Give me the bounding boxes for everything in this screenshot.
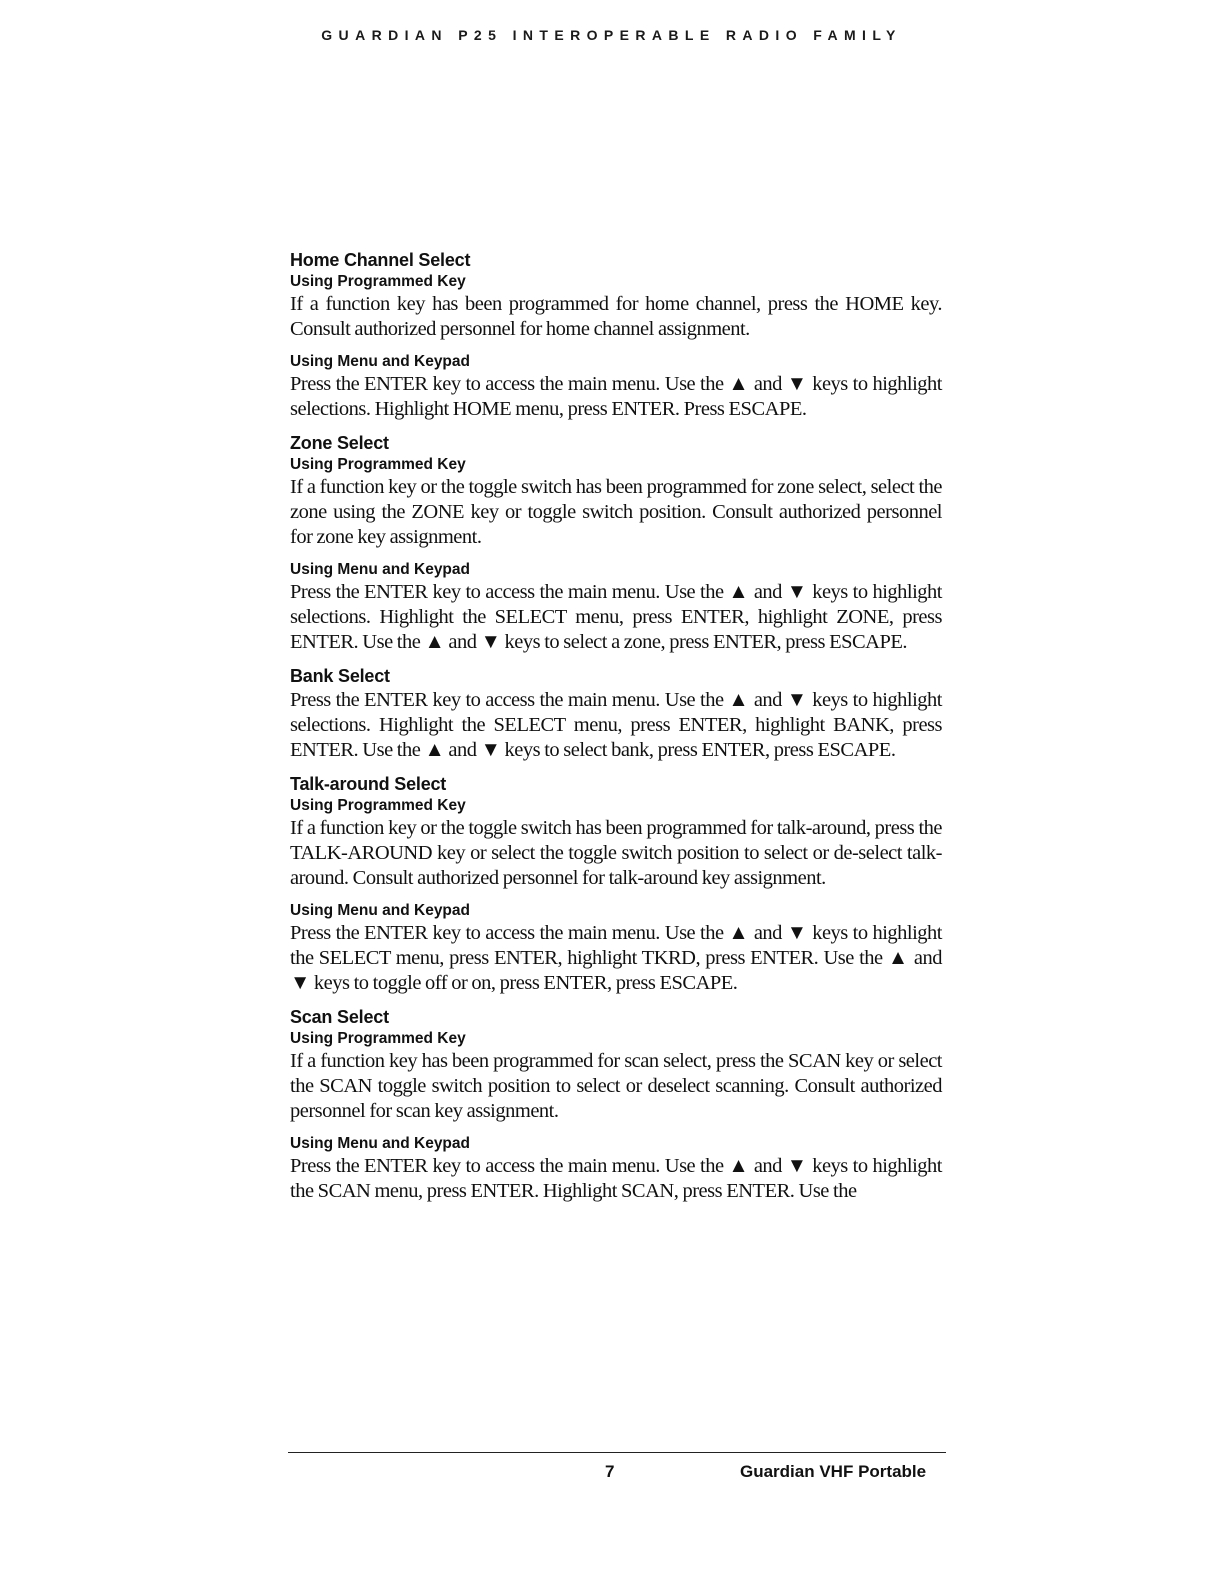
footer-rule xyxy=(288,1452,946,1453)
running-header: GUARDIAN P25 INTEROPERABLE RADIO FAMILY xyxy=(321,27,902,43)
section-title: Scan Select xyxy=(290,1007,389,1027)
section-bank-select xyxy=(290,664,942,763)
paragraph: If a function key has been programmed for home channel, press the HOME key. Consult authorized personnel for home channel assignment. xyxy=(290,293,942,340)
paragraph: Press the ENTER key to access the main menu. Use the ▲ and ▼ keys to highlight the SCAN menu, press ENTER. Highlight SCAN, press ENTER. Use the xyxy=(290,1155,942,1202)
paragraph: Press the ENTER key to access the main menu. Use the ▲ and ▼ keys to highlight selections. Highlight the SELECT menu, press ENTER, highlight BANK, press ENTER. Use the ▲ and ▼ keys to select bank, press ENTER, press ESCAPE. xyxy=(290,689,942,761)
subsection-title: Using Programmed Key xyxy=(290,456,466,473)
manual-content xyxy=(290,248,942,1204)
subsection-title: Using Programmed Key xyxy=(290,1030,466,1047)
subsection-title: Using Menu and Keypad xyxy=(290,561,470,578)
subsection-title: Using Programmed Key xyxy=(290,273,466,290)
subsection-title: Using Menu and Keypad xyxy=(290,353,470,370)
paragraph: If a function key or the toggle switch has been programmed for zone select, select the zone using the ZONE key or toggle switch position. Consult authorized personnel for zone key assignment. xyxy=(290,476,942,548)
subsection-title: Using Programmed Key xyxy=(290,797,466,814)
section-title: Talk-around Select xyxy=(290,774,447,794)
section-home-channel-select xyxy=(290,248,942,422)
paragraph: Press the ENTER key to access the main menu. Use the ▲ and ▼ keys to highlight selections. Highlight the SELECT menu, press ENTER, highlight ZONE, press ENTER. Use the ▲ and ▼ keys to select a zone, press ENTER, press ESCAPE. xyxy=(290,581,942,653)
section-title: Bank Select xyxy=(290,666,390,686)
paragraph: If a function key or the toggle switch has been programmed for talk-around, press the TALK-AROUND key or select the toggle switch position to select or de-select talk-around. Consult authorized personnel for talk-around key assignment. xyxy=(290,817,942,889)
paragraph: Press the ENTER key to access the main menu. Use the ▲ and ▼ keys to highlight the SELECT menu, press ENTER, highlight TKRD, press ENTER. Use the ▲ and ▼ keys to toggle off or on, press ENTER, press ESCAPE. xyxy=(290,922,942,994)
subsection-title: Using Menu and Keypad xyxy=(290,1135,470,1152)
section-title: Zone Select xyxy=(290,433,389,453)
section-talk-around-select xyxy=(290,772,942,996)
section-scan-select xyxy=(290,1005,942,1204)
page-number: 7 xyxy=(605,1462,615,1481)
section-title: Home Channel Select xyxy=(290,250,471,270)
paragraph: If a function key has been programmed for scan select, press the SCAN key or select the SCAN toggle switch position to select or deselect scanning. Consult authorized personnel for scan key assignment. xyxy=(290,1050,942,1122)
paragraph: Press the ENTER key to access the main menu. Use the ▲ and ▼ keys to highlight selections. Highlight HOME menu, press ENTER. Press ESCAPE. xyxy=(290,373,942,420)
section-zone-select xyxy=(290,431,942,655)
footer-product-name: Guardian VHF Portable xyxy=(740,1462,927,1481)
subsection-title: Using Menu and Keypad xyxy=(290,902,470,919)
